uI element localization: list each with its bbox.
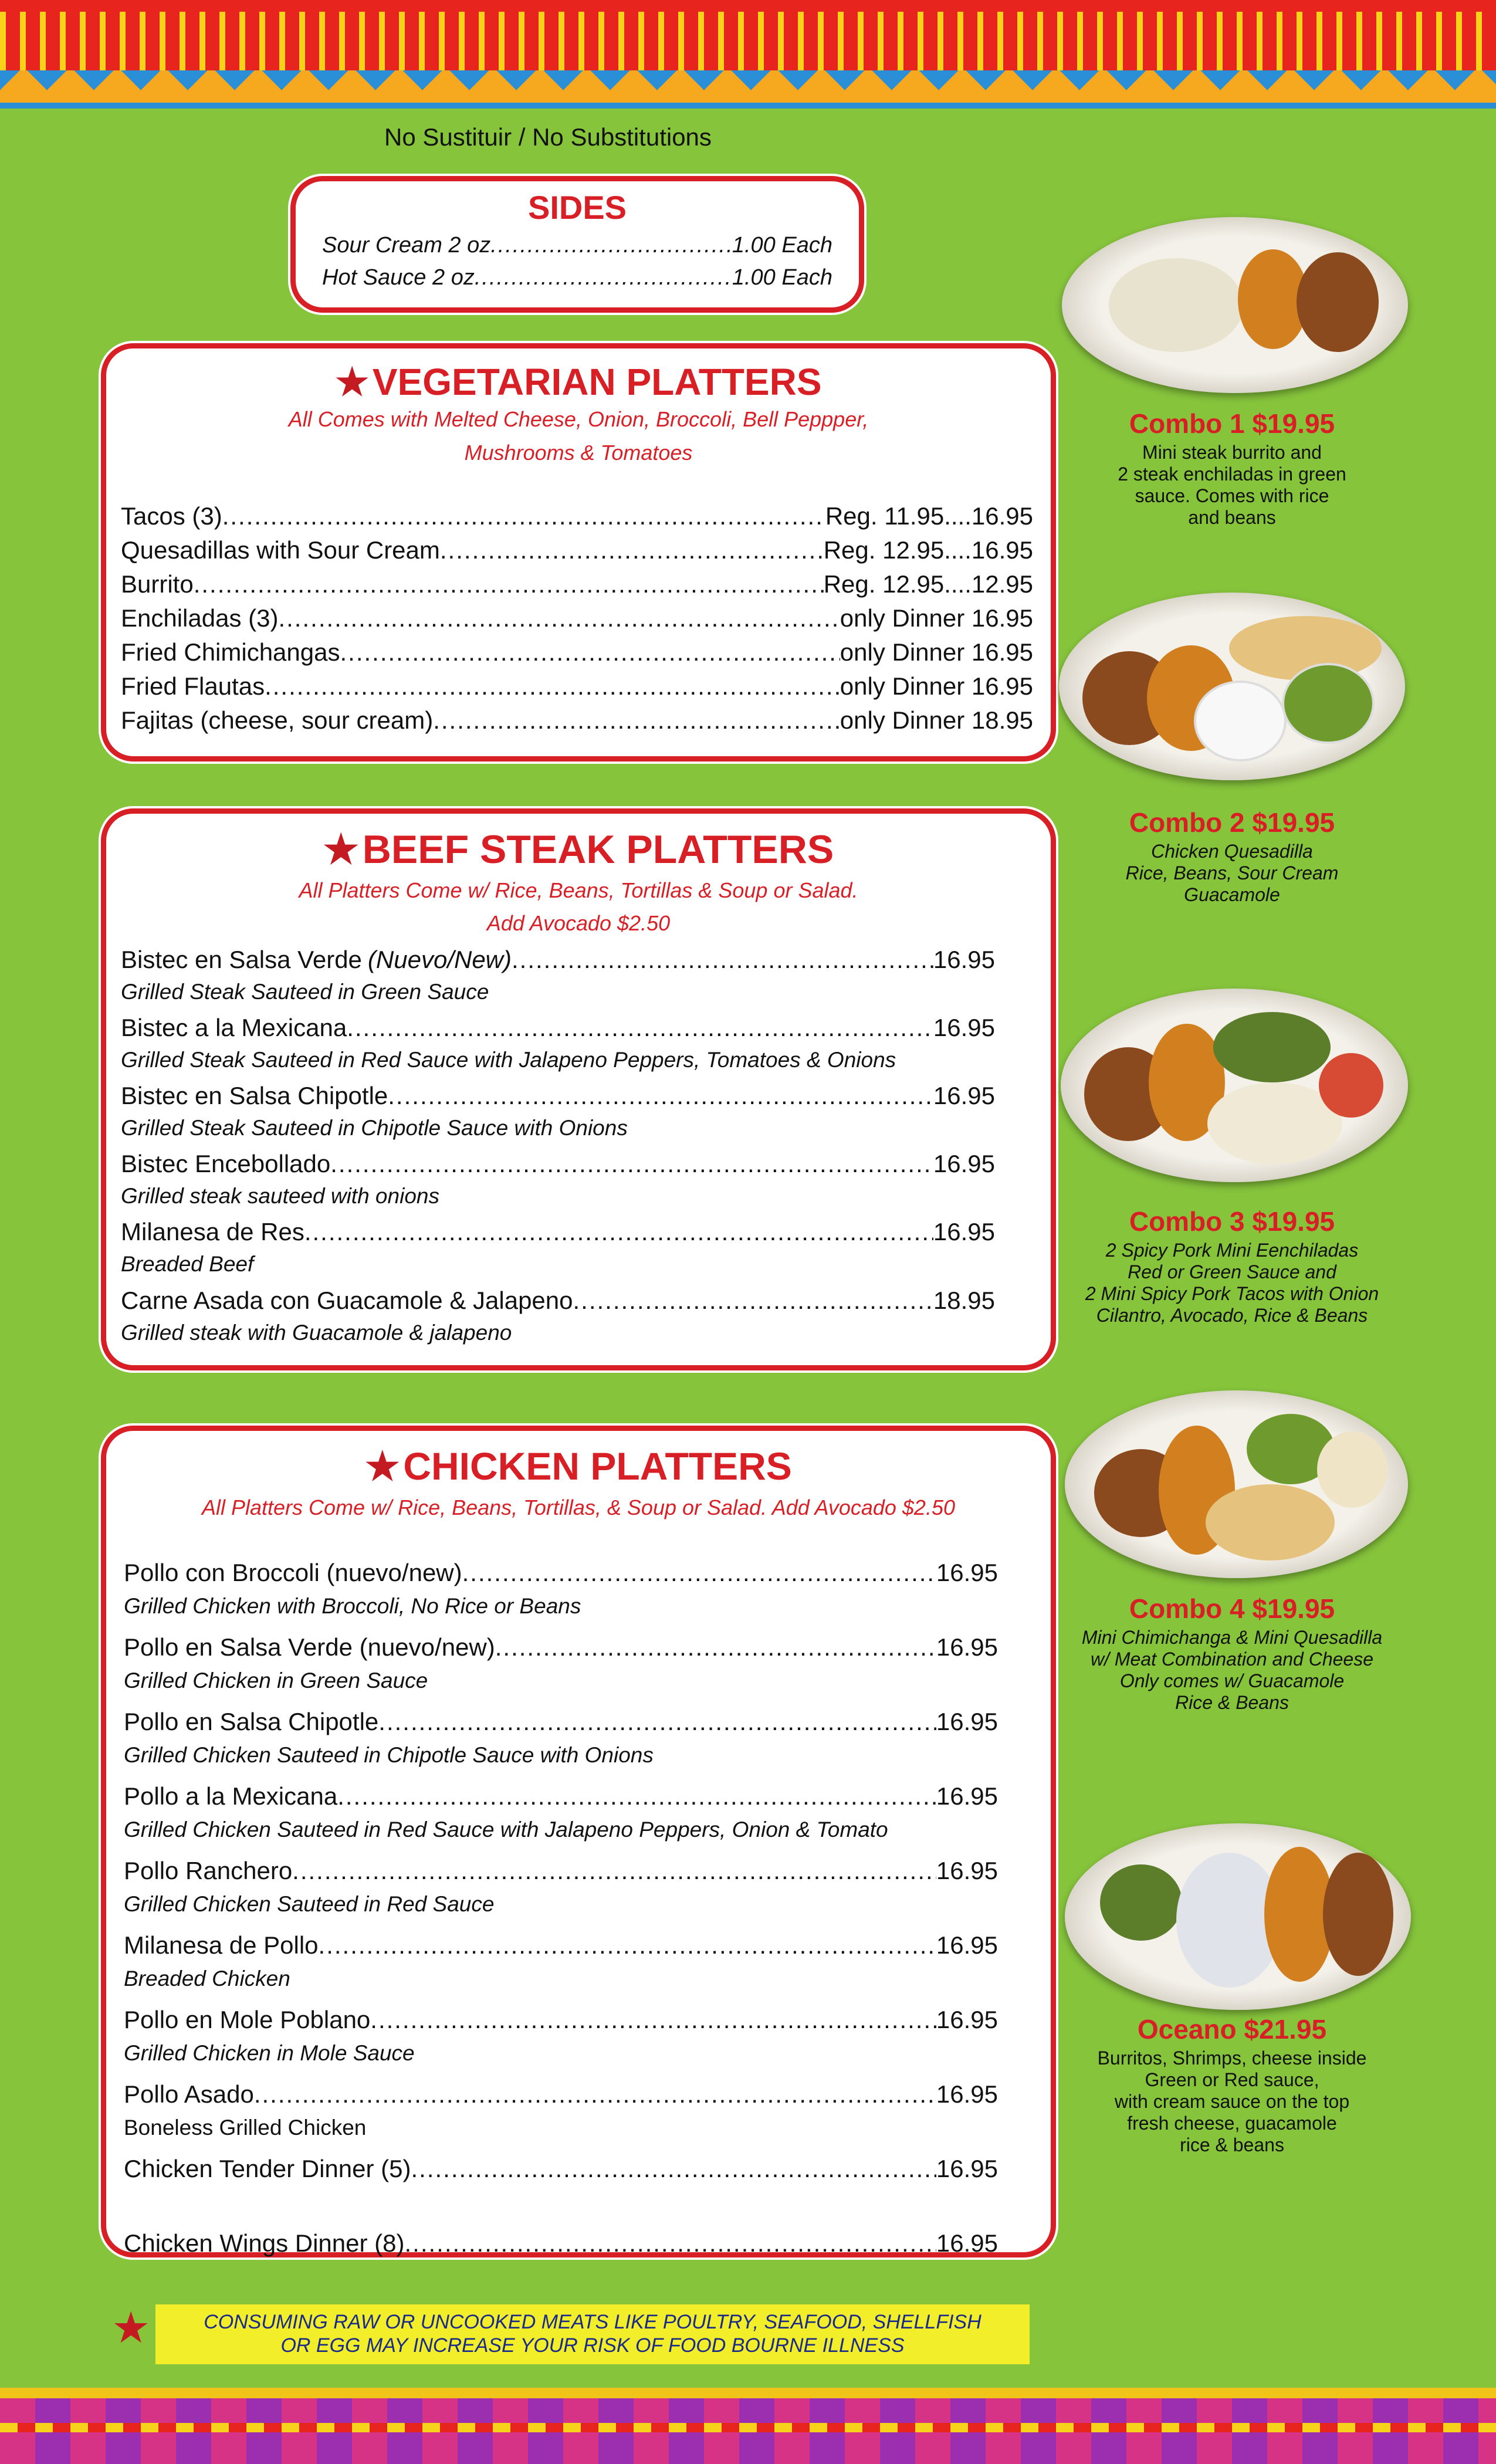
food-safety-warning: CONSUMING RAW OR UNCOOKED MEATS LIKE POULTRY, SEAFOOD, SHELLFISH OR EGG MAY INCREASE YOUR RISK OF FOOD BOURNE ILLNESS [155,2304,1030,2364]
combo-title: Combo 2 $19.95 [1129,807,1335,838]
menu-item-description: Grilled Chicken Sauteed in Red Sauce with Jalapeno Peppers, Onion & Tomato [124,1817,888,1842]
menu-item: Tacos (3) ..... Reg. 11.95....16.95 [121,502,1033,530]
combo-description: 2 Mini Spicy Pork Tacos with Onion [1085,1283,1379,1304]
menu-item: Bistec a la Mexicana ..... 16.95 [121,1014,995,1042]
combo-description: w/ Meat Combination and Cheese [1090,1649,1374,1670]
menu-item-description: Grilled Chicken Sauteed in Red Sauce [124,1892,495,1916]
vegetarian-subtitle: All Comes with Melted Cheese, Onion, Broccoli, Bell Peppper, [288,407,869,431]
combo-description: 2 steak enchiladas in green [1118,463,1346,485]
menu-item-description: Grilled Chicken in Mole Sauce [124,2041,415,2065]
menu-item: Pollo con Broccoli (nuevo/new) ..... 16.95 [124,1559,998,1587]
menu-item: Burrito ..... Reg. 12.95....12.95 [121,570,1033,598]
side-item: Hot Sauce 2 oz ..... 1.00 Each [322,265,832,290]
menu-item: Milanesa de Res ..... 16.95 [121,1218,995,1246]
combo-title: Oceano $21.95 [1137,2014,1327,2045]
menu-item: Fajitas (cheese, sour cream) ..... only Dinner 18.95 [121,706,1033,735]
vegetarian-title: ★VEGETARIAN PLATTERS [335,361,822,403]
menu-item: Pollo Ranchero ..... 16.95 [124,1857,998,1885]
chicken-subtitle: All Platters Come w/ Rice, Beans, Tortillas, & Soup or Salad. Add Avocado $2.50 [201,1495,955,1519]
menu-item-description: Boneless Grilled Chicken [124,2116,367,2140]
menu-item-description: Grilled Chicken in Green Sauce [124,1668,428,1693]
combo-description: Mini Chimichanga & Mini Quesadilla [1081,1627,1383,1648]
combo-description: Green or Red sauce, [1145,2069,1319,2090]
oceano-photo [1065,1823,1411,2010]
chicken-panel [101,1426,1056,2257]
combo-description: with cream sauce on the top [1114,2091,1350,2112]
menu-item: Milanesa de Pollo ..... 16.95 [124,1931,998,1959]
combo-2-photo [1059,593,1405,780]
menu-item: Pollo en Salsa Verde (nuevo/new) ..... 16.95 [124,1633,998,1661]
side-item: Sour Cream 2 oz ..... 1.00 Each [322,233,832,258]
beef-panel [101,808,1056,1370]
menu-item-description: Grilled Chicken with Broccoli, No Rice or Beans [124,1594,581,1618]
combo-description: Chicken Quesadilla [1151,841,1313,862]
menu-item: Bistec Encebollado ..... 16.95 [121,1150,995,1178]
menu-item: Quesadillas with Sour Cream ..... Reg. 12.95....16.95 [121,536,1033,564]
menu-item: Carne Asada con Guacamole & Jalapeno ..... 18.95 [121,1287,995,1315]
chicken-title: ★CHICKEN PLATTERS [365,1444,792,1488]
combo-description: sauce. Comes with rice [1135,485,1329,506]
menu-item-description: Breaded Chicken [124,1967,290,1991]
menu-item: Chicken Wings Dinner (8) ..... 16.95 [124,2229,998,2257]
menu-item: Pollo a la Mexicana ..... 16.95 [124,1782,998,1810]
combo-title: Combo 3 $19.95 [1129,1206,1335,1237]
menu-item: Pollo Asado ..... 16.95 [124,2080,998,2108]
bottom-decorative-border [0,2388,1496,2464]
top-decorative-border [0,0,1496,109]
menu-item: Chicken Tender Dinner (5) ..... 16.95 [124,2155,998,2183]
combo-description: Red or Green Sauce and [1128,1261,1336,1282]
combo-description: and beans [1188,507,1276,528]
menu-item-description: Grilled Steak Sauteed in Green Sauce [121,980,489,1004]
menu-item: Bistec en Salsa Verde (Nuevo/New) ..... 16.95 [121,946,995,974]
no-substitutions-note: No Sustituir / No Substitutions [384,123,712,151]
combo-description: Only comes w/ Guacamole [1119,1670,1345,1691]
menu-item: Pollo en Mole Poblano ..... 16.95 [124,2006,998,2034]
beef-title: ★BEEF STEAK PLATTERS [323,827,834,872]
combo-1-photo [1062,217,1408,393]
combo-title: Combo 4 $19.95 [1129,1593,1335,1624]
sides-title: SIDES [527,189,627,226]
combo-title: Combo 1 $19.95 [1129,408,1335,439]
combo-description: Guacamole [1184,884,1280,905]
combo-description: Rice, Beans, Sour Cream [1125,862,1339,884]
combo-description: Rice & Beans [1175,1692,1289,1713]
combo-description: Mini steak burrito and [1142,442,1322,463]
combo-3-photo [1061,989,1408,1182]
star-icon: ★ [335,361,369,403]
beef-subtitle: Add Avocado $2.50 [486,911,671,935]
menu-item-description: Breaded Beef [121,1252,254,1276]
sides-panel [290,176,864,313]
menu-item: Fried Chimichangas ..... only Dinner 16.95 [121,638,1033,666]
vegetarian-subtitle: Mushrooms & Tomatoes [464,441,693,465]
menu-item: Pollo en Salsa Chipotle ..... 16.95 [124,1708,998,1736]
menu-item-description: Grilled Chicken Sauteed in Chipotle Sauce with Onions [124,1743,654,1767]
menu-item: Fried Flautas ..... only Dinner 16.95 [121,672,1033,700]
menu-item: Bistec en Salsa Chipotle ..... 16.95 [121,1082,995,1110]
menu-item-description: Grilled Steak Sauteed in Chipotle Sauce with Onions [121,1116,628,1140]
menu-item-description: Grilled Steak Sauteed in Red Sauce with Jalapeno Peppers, Tomatoes & Onions [121,1048,896,1072]
star-icon: ★ [365,1444,400,1488]
menu-item: Enchiladas (3) ..... only Dinner 16.95 [121,604,1033,632]
vegetarian-panel [101,343,1056,761]
star-icon: ★ [323,827,359,872]
combo-4-photo [1065,1390,1408,1578]
combo-description: fresh cheese, guacamole [1127,2113,1337,2134]
combo-description: rice & beans [1180,2134,1284,2155]
combo-description: Cilantro, Avocado, Rice & Beans [1096,1305,1368,1326]
combo-description: 2 Spicy Pork Mini Eenchiladas [1105,1240,1359,1261]
beef-subtitle: All Platters Come w/ Rice, Beans, Tortillas & Soup or Salad. [299,878,858,902]
menu-item-description: Grilled steak with Guacamole & jalapeno [121,1321,512,1345]
star-icon: ★ [111,2303,151,2352]
combo-description: Burritos, Shrimps, cheese inside [1097,2047,1367,2069]
menu-item-description: Grilled steak sauteed with onions [121,1184,439,1208]
